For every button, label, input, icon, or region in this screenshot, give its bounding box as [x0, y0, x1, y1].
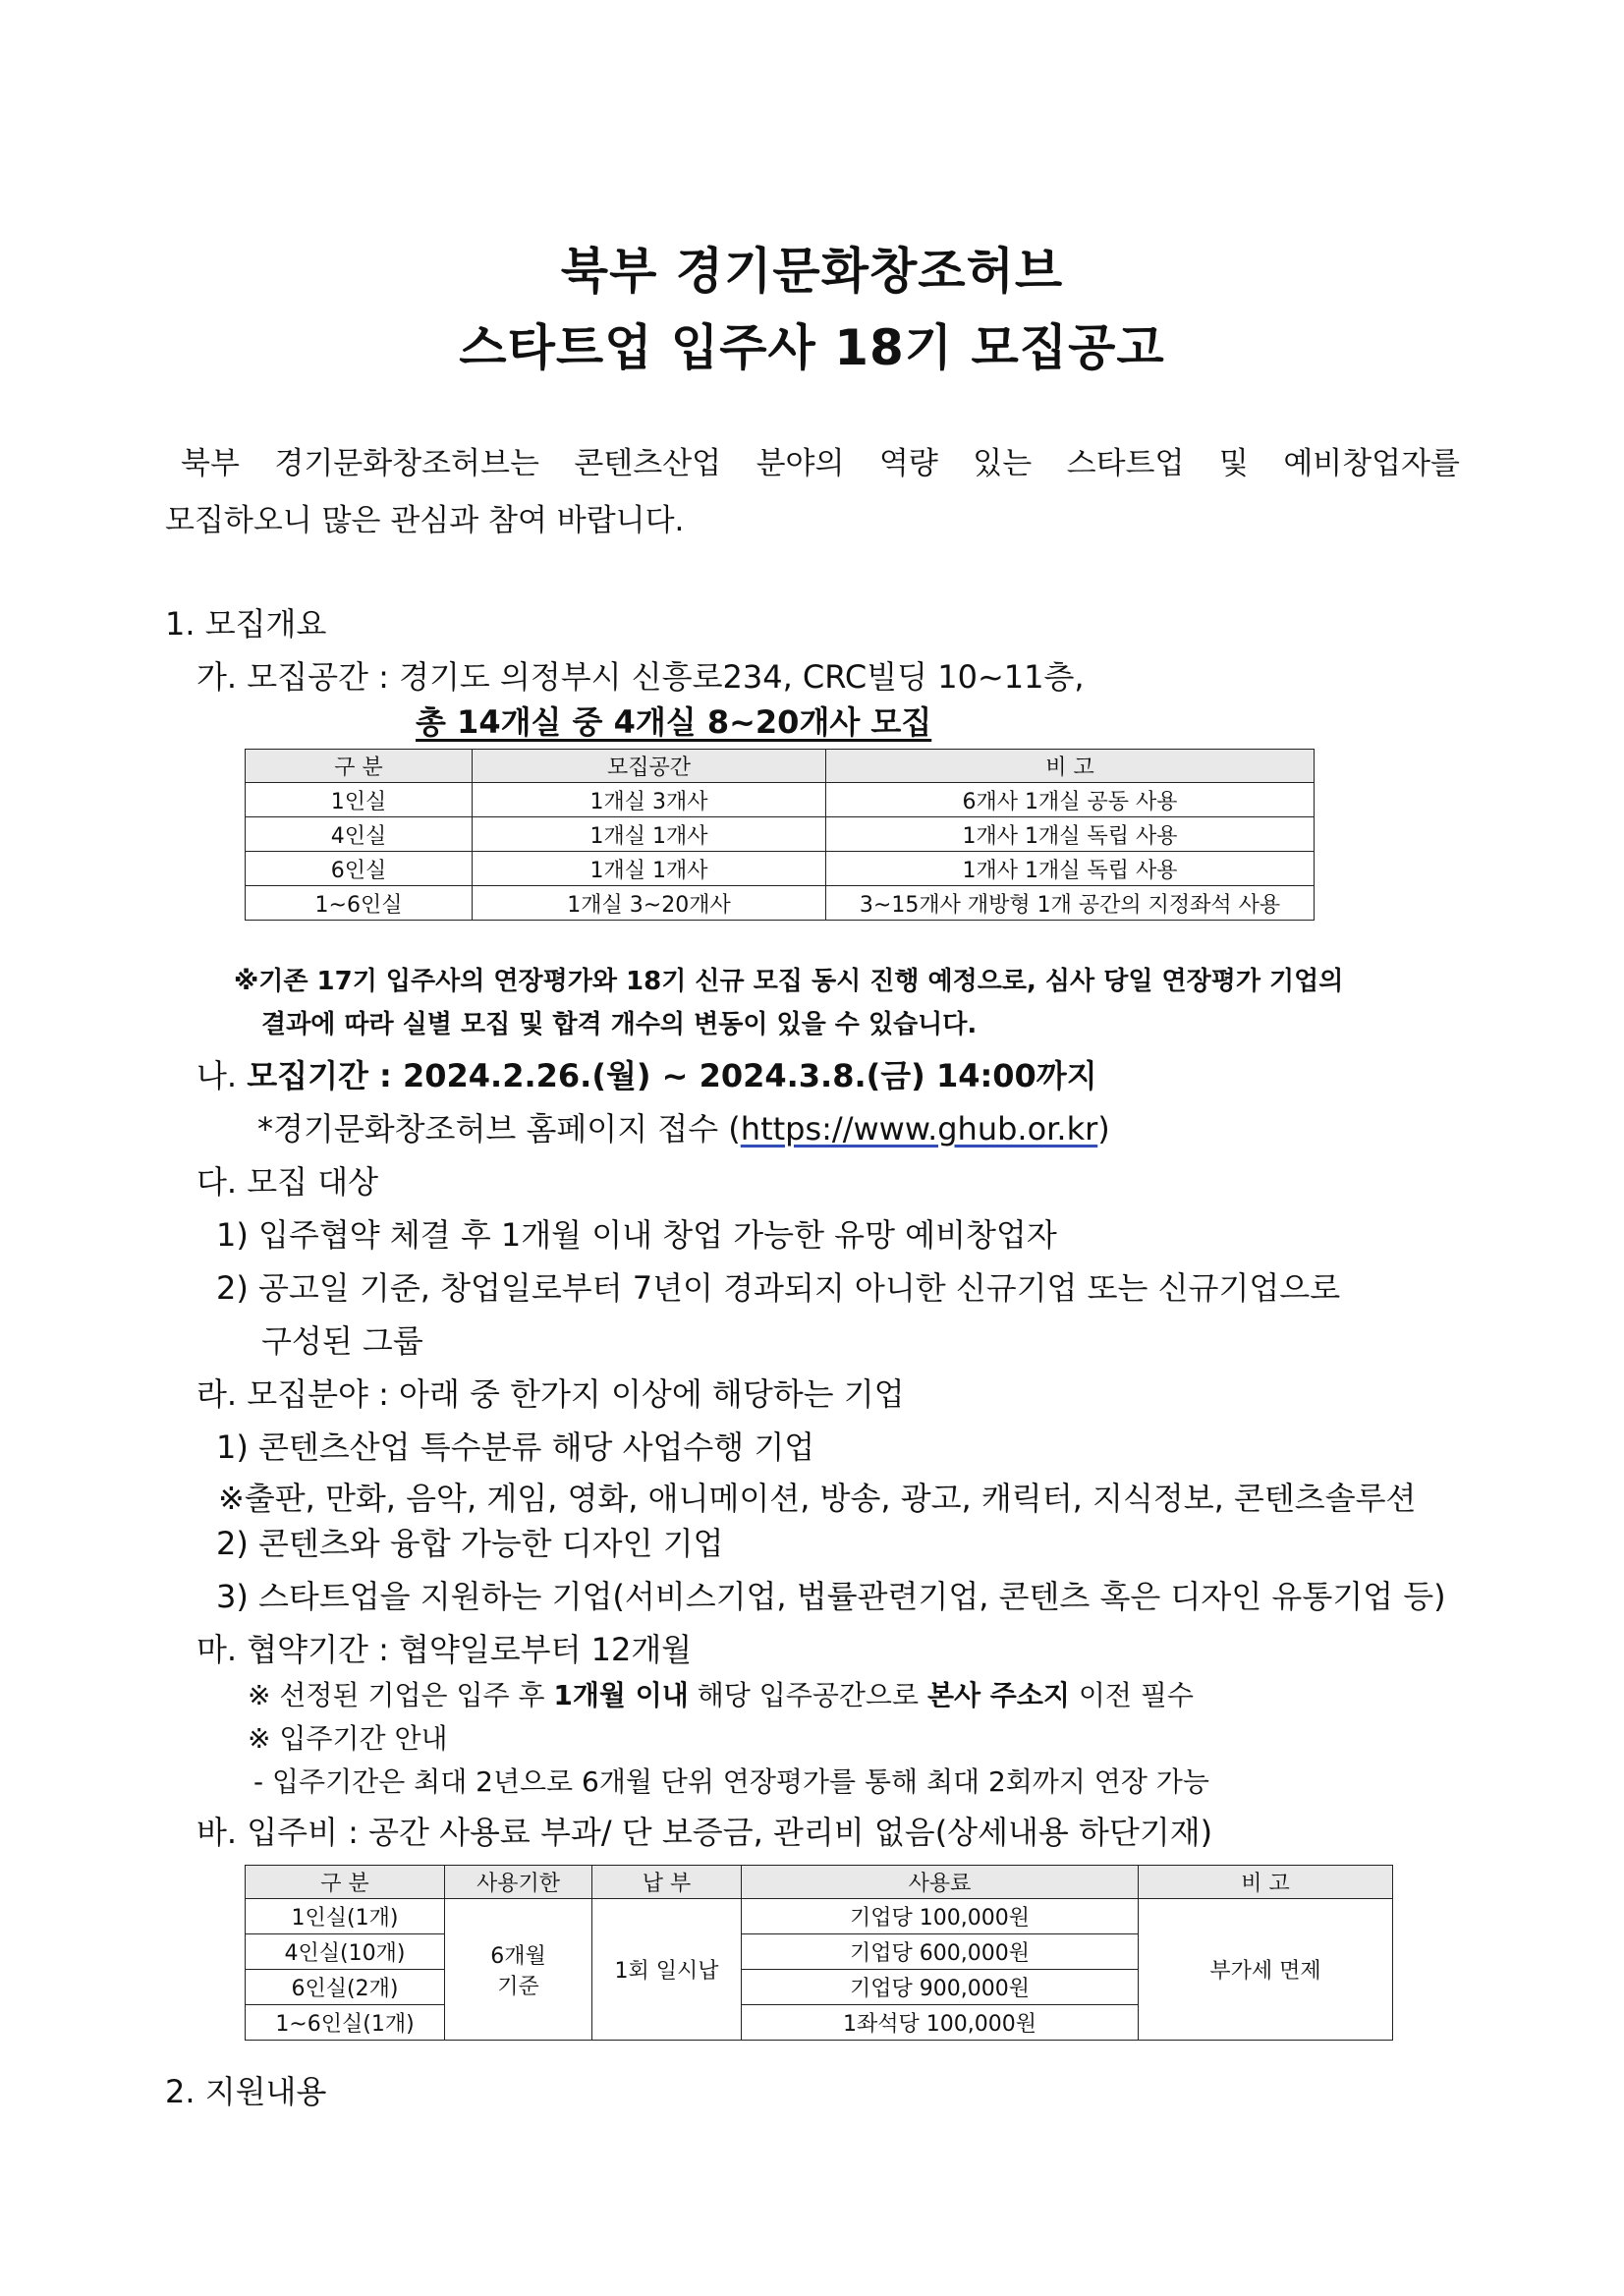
field-item-2: 2) 콘텐츠와 융합 가능한 디자인 기업 [216, 1525, 724, 1562]
table-row [246, 817, 1315, 852]
table-cell: 1좌석당 100,000원 [742, 2005, 1139, 2041]
table-header-cell: 구 분 [246, 1866, 445, 1899]
table-header-cell: 비 고 [1139, 1866, 1393, 1899]
field-item-1-note: ※출판, 만화, 음악, 게임, 영화, 애니메이션, 방송, 광고, 캐릭터, 지식정보, 콘텐츠솔루션 [218, 1480, 1417, 1517]
table1-note-line1: ※기존 17기 입주사의 연장평가와 18기 신규 모집 동시 진행 예정으로, 심사 당일 연장평가 기업의 [234, 967, 1344, 996]
target-item-1: 1) 입주협약 체결 후 1개월 이내 창업 가능한 유망 예비창업자 [216, 1216, 1057, 1254]
contract-note-1 [248, 1674, 1194, 1713]
intro-word: 북부 [181, 446, 240, 481]
recruit-period [196, 1051, 1097, 1096]
field-heading: 라. 모집분야 : 아래 중 한가지 이상에 해당하는 기업 [196, 1375, 905, 1413]
recruit-period-label: 모집기간 : 2024.2.26.(월) ~ 2024.3.8.(금) 14:00까지 [247, 1057, 1097, 1094]
note-emphasis: 1개월 이내 [553, 1679, 689, 1711]
intro-paragraph [165, 435, 1460, 549]
usage-period-cell [445, 1899, 592, 2041]
recruit-space-summary: 총 14개실 중 4개실 8~20개사 모집 [416, 703, 932, 741]
table-cell: 1개실 1개사 [473, 817, 826, 852]
table-row [246, 783, 1315, 817]
application-note-prefix: *경기문화창조허브 홈페이지 접수 ( [257, 1110, 741, 1148]
table-row [246, 852, 1315, 886]
contract-period: 마. 협약기간 : 협약일로부터 12개월 [196, 1631, 693, 1668]
table-row [246, 1899, 1393, 1934]
table-header-cell: 모집공간 [473, 750, 826, 783]
recruit-space-table [245, 749, 1315, 921]
note-text: 해당 입주공간으로 [688, 1679, 927, 1711]
table-cell: 4인실 [246, 817, 473, 852]
contract-note-2: ※ 입주기간 안내 [248, 1722, 448, 1755]
intro-word: 스타트업 [1066, 446, 1185, 481]
table-cell: 1인실 [246, 783, 473, 817]
table-cell: 기업당 600,000원 [742, 1934, 1139, 1970]
intro-word: 콘텐츠산업 [574, 446, 722, 481]
fee-heading: 바. 입주비 : 공간 사용료 부과/ 단 보증금, 관리비 없음(상세내용 하단기재) [196, 1814, 1213, 1851]
table-cell: 6인실(2개) [246, 1970, 445, 2005]
intro-word: 역량 [878, 446, 938, 481]
section2-heading: 2. 지원내용 [165, 2073, 327, 2110]
table-header-cell: 사용료 [742, 1866, 1139, 1899]
document-title-line1: 북부 경기문화창조허브 [560, 243, 1064, 300]
table-header-cell: 납 부 [592, 1866, 742, 1899]
intro-line1 [165, 435, 1460, 492]
target-item-2: 2) 공고일 기준, 창업일로부터 7년이 경과되지 아니한 신규기업 또는 신규기업으로 [216, 1269, 1341, 1307]
table-header-row [246, 1866, 1393, 1899]
document-title-line2: 스타트업 입주사 18기 모집공고 [459, 319, 1165, 376]
intro-word: 예비창업자를 [1283, 446, 1460, 481]
intro-word: 및 [1218, 446, 1249, 481]
field-item-1: 1) 콘텐츠산업 특수분류 해당 사업수행 기업 [216, 1428, 815, 1466]
intro-word: 있는 [973, 446, 1033, 481]
table-cell: 1개실 3~20개사 [473, 886, 826, 921]
intro-word: 분야의 [756, 446, 845, 481]
table1-note-line2: 결과에 따라 실별 모집 및 합격 개수의 변동이 있을 수 있습니다. [261, 1010, 978, 1039]
table-cell: 1인실(1개) [246, 1899, 445, 1934]
usage-period-line1: 6개월 [490, 1943, 546, 1969]
table-cell: 3~15개사 개방형 1개 공간의 지정좌석 사용 [826, 886, 1315, 921]
table-cell: 6개사 1개실 공동 사용 [826, 783, 1315, 817]
table-cell: 1개사 1개실 독립 사용 [826, 817, 1315, 852]
recruit-period-prefix: 나. [196, 1057, 248, 1094]
note-text: 이전 필수 [1069, 1679, 1194, 1711]
field-item-3: 3) 스타트업을 지원하는 기업(서비스기업, 법률관련기업, 콘텐츠 혹은 디자인 유통기업 등) [216, 1578, 1446, 1615]
homepage-link[interactable]: https://www.ghub.or.kr [740, 1110, 1098, 1148]
table-cell: 기업당 900,000원 [742, 1970, 1139, 2005]
table-header-cell: 사용기한 [445, 1866, 592, 1899]
payment-cell: 1회 일시납 [592, 1899, 742, 2041]
table-row [246, 886, 1315, 921]
application-note [257, 1104, 1110, 1149]
table-cell: 1개실 1개사 [473, 852, 826, 886]
table-cell: 기업당 100,000원 [742, 1899, 1139, 1934]
table-cell: 1개실 3개사 [473, 783, 826, 817]
fee-table [245, 1865, 1393, 2041]
intro-word: 경기문화창조허브는 [274, 446, 539, 481]
target-heading: 다. 모집 대상 [196, 1163, 379, 1201]
usage-period-line2: 기준 [497, 1974, 539, 1999]
table-cell: 1~6인실(1개) [246, 2005, 445, 2041]
note-emphasis: 본사 주소지 [926, 1679, 1070, 1711]
recruit-space-label: 가. 모집공간 : 경기도 의정부시 신흥로234, CRC빌딩 10~11층, [196, 658, 1085, 696]
remark-cell: 부가세 면제 [1139, 1899, 1393, 2041]
note-text: ※ 선정된 기업은 입주 후 [248, 1679, 554, 1711]
table-cell: 6인실 [246, 852, 473, 886]
table-header-cell: 구 분 [246, 750, 473, 783]
section1-heading: 1. 모집개요 [165, 605, 327, 643]
application-note-suffix: ) [1097, 1110, 1110, 1148]
table-header-row [246, 750, 1315, 783]
contract-note-3: - 입주기간은 최대 2년으로 6개월 단위 연장평가를 통해 최대 2회까지 연장 가능 [253, 1765, 1209, 1798]
table-header-cell: 비 고 [826, 750, 1315, 783]
table-cell: 1~6인실 [246, 886, 473, 921]
target-item-2-cont: 구성된 그룹 [261, 1322, 423, 1360]
table-cell: 4인실(10개) [246, 1934, 445, 1970]
table-cell: 1개사 1개실 독립 사용 [826, 852, 1315, 886]
intro-line2: 모집하오니 많은 관심과 참여 바랍니다. [165, 503, 685, 538]
